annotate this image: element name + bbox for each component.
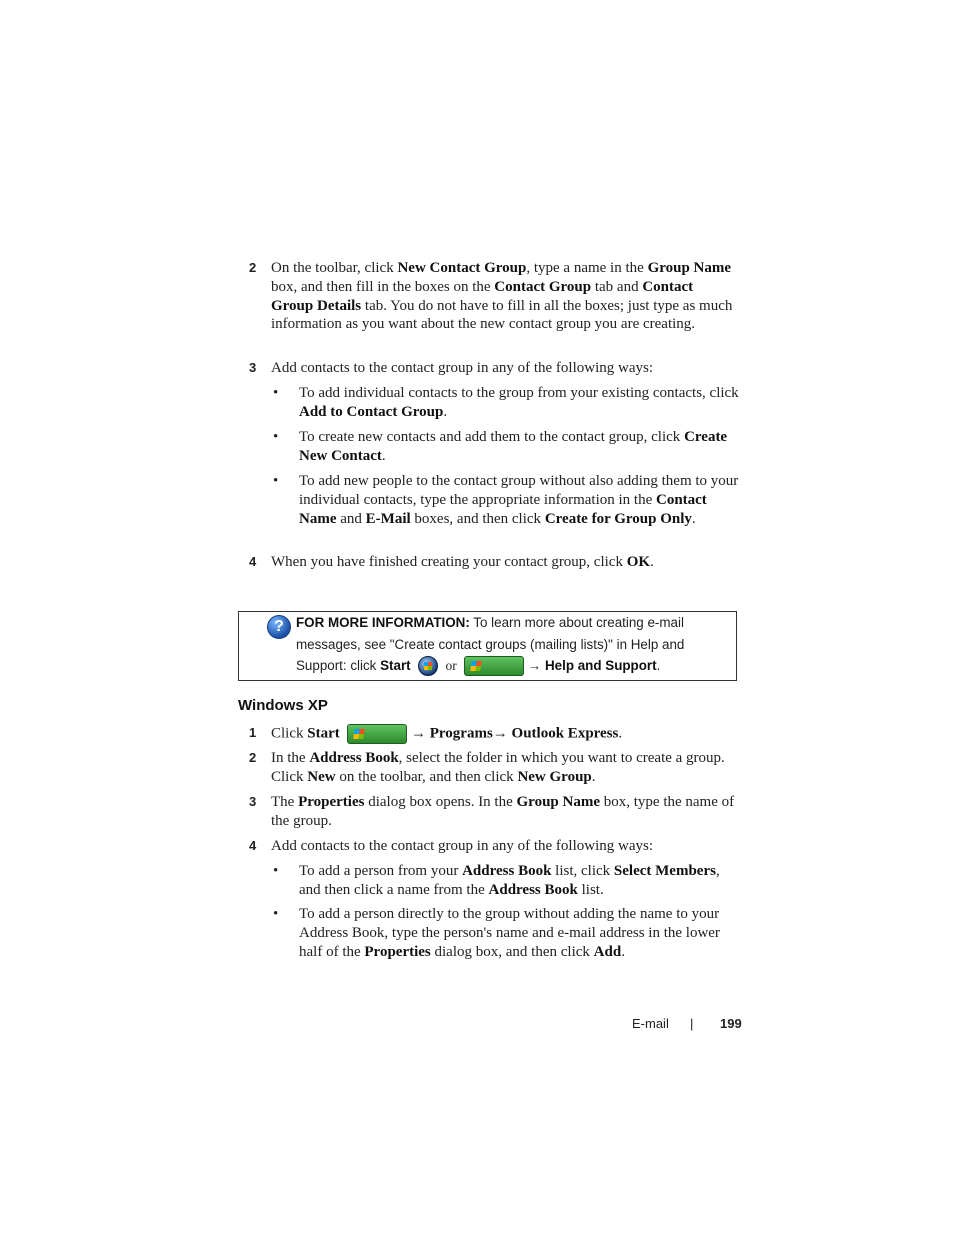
bold-term: Properties (364, 943, 431, 960)
footer-section: E-mail (632, 1016, 669, 1031)
text-run: . (621, 943, 625, 960)
bold-term: Address Book (309, 750, 399, 766)
text-run: box, type the name of the group. (271, 794, 735, 829)
bold-term: Group Name (516, 794, 600, 810)
bullet-text (299, 384, 739, 422)
text-run: list, click (551, 863, 614, 879)
step-text (271, 837, 739, 856)
page-number: 199 (720, 1016, 742, 1031)
bold-term: E-Mail (365, 510, 411, 527)
step-text (271, 553, 739, 572)
section-heading: Windows XP (238, 697, 328, 714)
bullet-marker: • (273, 906, 279, 922)
bold-term: Create for Group Only (544, 510, 692, 527)
text-run: . (591, 768, 596, 785)
step-text (271, 724, 739, 744)
step-text (271, 793, 739, 831)
step-text (271, 359, 739, 378)
bullet-marker: • (273, 385, 279, 401)
text-run: To add a person from your (299, 863, 463, 879)
text-run: . (381, 447, 386, 464)
text-run: On the toolbar, click (271, 260, 398, 276)
bullet-text (299, 905, 739, 961)
note-arrow: → (527, 658, 542, 673)
windows-vista-start-icon (418, 656, 438, 676)
note-help: Help and Support (545, 658, 657, 673)
bold-term: Contact Group Details (271, 278, 694, 314)
outlook-express-text: Outlook Express (511, 725, 619, 742)
note-or: or (445, 658, 457, 673)
programs-text: Programs (429, 725, 493, 742)
bullet-marker: • (273, 863, 279, 879)
bold-term: Contact Group (494, 278, 592, 295)
text-run: tab and (591, 278, 643, 295)
note-start: Start (380, 658, 411, 673)
text-run: To add a person directly to the group without adding the name to your Address Book, type the person's name and e-mail address in the lower half of the (299, 906, 720, 960)
bold-term: Add to Contact Group (299, 403, 444, 420)
bold-term: Contact Name (299, 491, 707, 527)
text-run: To add new people to the contact group without also adding them to your individual contacts, type the appropriate information in the (299, 473, 739, 508)
text-run: dialog box opens. In the (364, 794, 517, 810)
note-period: . (656, 658, 661, 673)
text-run: To add individual contacts to the group from your existing contacts, click (299, 385, 739, 401)
bold-term: Address Book (462, 863, 552, 879)
bold-term: New Group (517, 768, 592, 785)
step-number: 2 (249, 750, 257, 765)
note-text (296, 612, 731, 677)
bold-term: Address Book (488, 881, 578, 898)
text-run: box, and then fill in the boxes on the (271, 278, 495, 295)
step-text (271, 749, 739, 787)
text-run: . (691, 510, 696, 527)
text-run: boxes, and then click (410, 510, 545, 527)
step-number: 4 (249, 554, 257, 569)
text-run: . (443, 403, 448, 420)
text-run: Add contacts to the contact group in any of the following ways: (271, 838, 653, 854)
step-number: 3 (249, 360, 257, 375)
text-run: To create new contacts and add them to the contact group, click (299, 429, 685, 445)
arrow: → (492, 725, 512, 742)
bold-term: Properties (298, 794, 365, 810)
step-number: 4 (249, 838, 257, 853)
text-run: In the (271, 750, 310, 766)
footer-separator: | (690, 1016, 694, 1031)
text-run: tab. You do not have to fill in all the boxes; just type as much information as you want about the new contact group you are creating. (271, 297, 733, 333)
click-text: Click (271, 725, 308, 742)
step-number: 3 (249, 794, 257, 809)
windows-start-button-icon (464, 656, 524, 676)
help-question-icon: ? (267, 615, 291, 639)
text-run: , select the folder in which you want to create a group. Click (271, 750, 725, 785)
text-run: dialog box, and then click (430, 943, 594, 960)
text-run: Add contacts to the contact group in any of the following ways: (271, 360, 653, 376)
arrow: → (411, 725, 430, 742)
info-note-box (238, 611, 737, 681)
bold-term: OK (626, 554, 651, 570)
text-run: on the toolbar, and then click (335, 768, 518, 785)
bold-term: New (307, 768, 336, 785)
note-body: To learn more about creating e-mail messages, see "Create contact groups (mailing lists)" in Help and Support: click (296, 615, 685, 673)
bullet-marker: • (273, 429, 279, 445)
bullet-text (299, 428, 739, 466)
text-run: and (336, 510, 366, 527)
text-run: When you have finished creating your contact group, click (271, 554, 627, 570)
bullet-text (299, 472, 739, 528)
windows-start-button-icon (347, 724, 407, 744)
step-number: 2 (249, 260, 257, 275)
text-run: list. (577, 881, 604, 898)
bold-term: Group Name (647, 260, 732, 276)
bullet-text (299, 862, 739, 900)
text-run: . (650, 554, 654, 570)
step-text (271, 259, 739, 334)
bold-term: Create New Contact (299, 429, 728, 464)
text-run: , and then click a name from the (299, 863, 720, 898)
text-run: , type a name in the (526, 260, 648, 276)
start-text: Start (307, 725, 340, 742)
step-number: 1 (249, 725, 257, 740)
bullet-marker: • (273, 473, 279, 489)
period: . (618, 725, 623, 742)
bold-term: Add (593, 943, 622, 960)
bold-term: New Contact Group (397, 260, 527, 276)
bold-term: Select Members (613, 863, 716, 879)
note-label: FOR MORE INFORMATION: (296, 615, 470, 630)
text-run: The (271, 794, 299, 810)
